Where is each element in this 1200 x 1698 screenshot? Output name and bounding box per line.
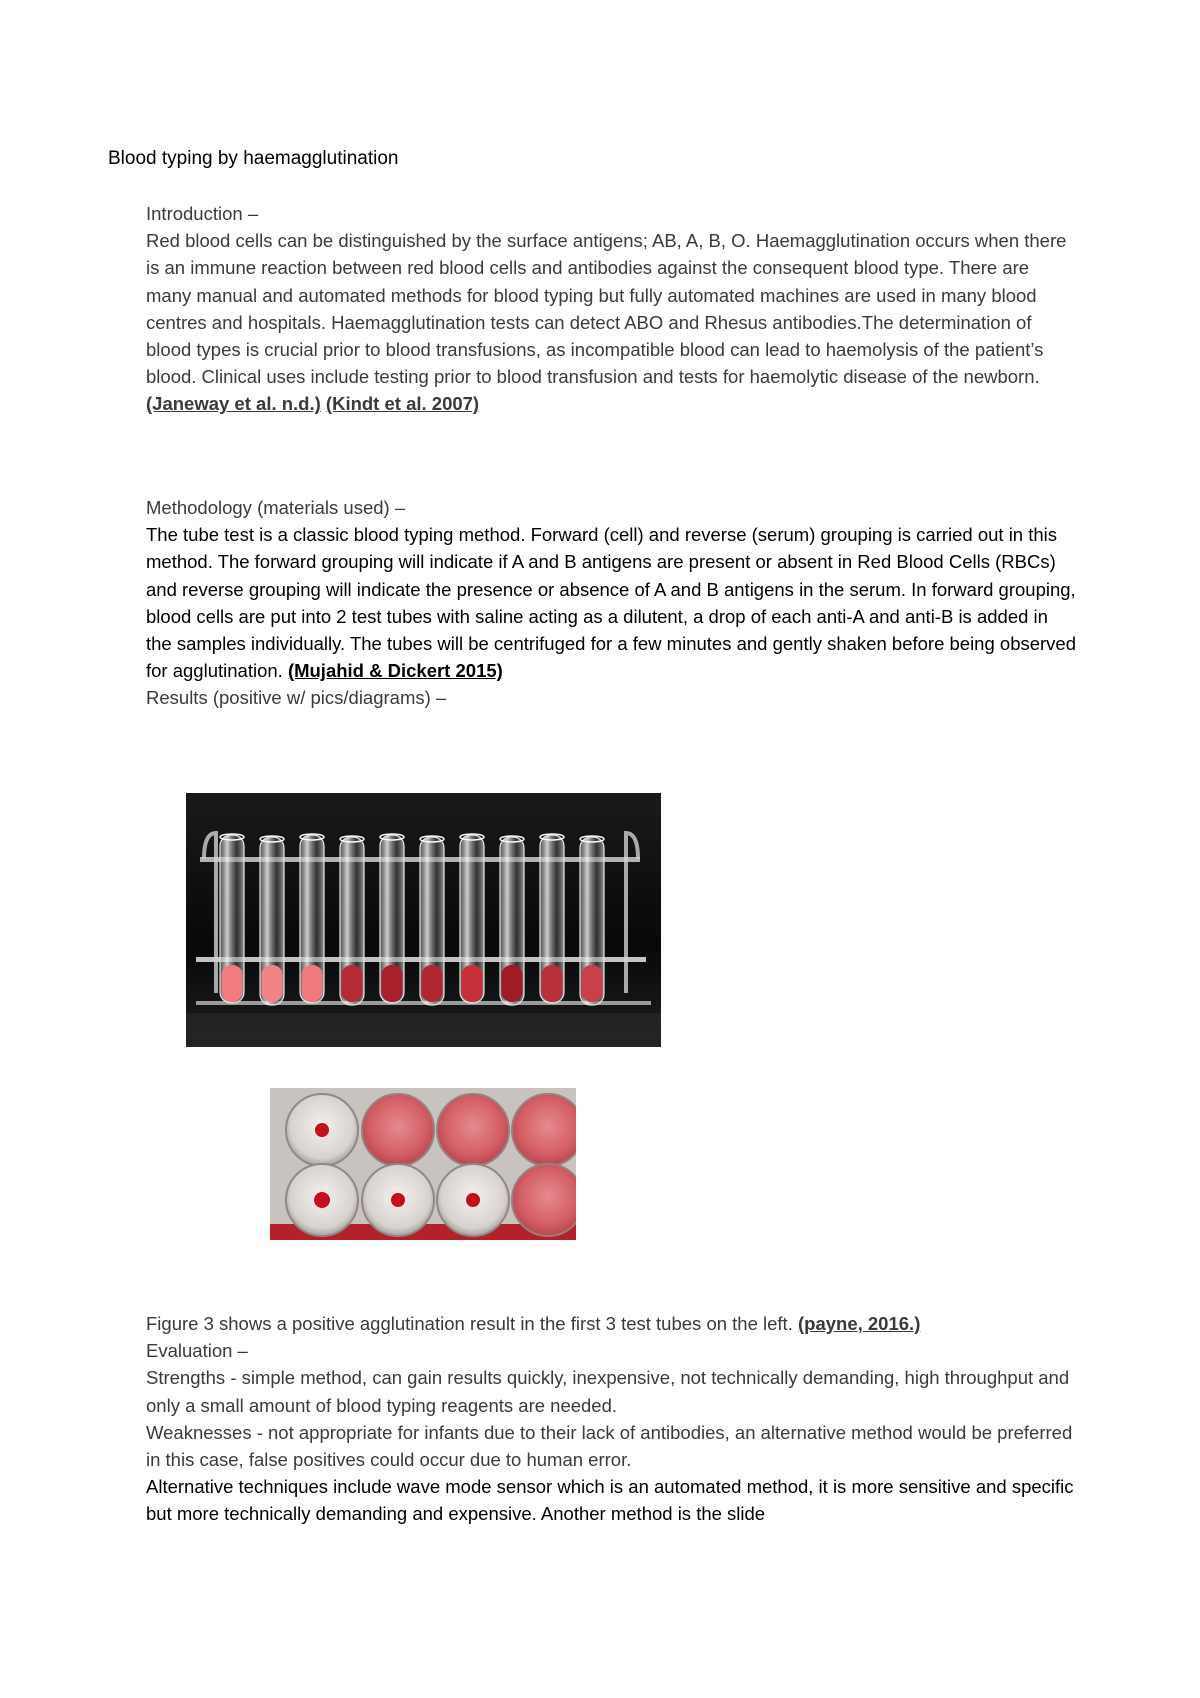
well-plate-photo — [270, 1088, 576, 1240]
introduction-section — [146, 200, 1076, 418]
tube-sample — [262, 965, 283, 1002]
methodology-section — [146, 494, 1076, 712]
tube-sample — [422, 965, 443, 1002]
introduction-body — [146, 227, 1076, 417]
introduction-heading: Introduction – — [146, 203, 259, 224]
tube-sample — [302, 965, 323, 1002]
tube-sample — [462, 965, 483, 1002]
tube-sample — [342, 965, 363, 1002]
weaknesses-text: Weaknesses - not appropriate for infants due to their lack of antibodies, an alternative method would be preferred in this case, false positives could occur due to human error. — [146, 1421, 1073, 1471]
document-title: Blood typing by haemagglutination — [108, 148, 399, 169]
methodology-heading: Methodology (materials used) – — [146, 497, 406, 518]
evaluation-heading: Evaluation – — [146, 1340, 248, 1362]
citation-payne[interactable]: (payne, 2016.) — [797, 1313, 921, 1334]
tube-sample — [502, 965, 523, 1002]
citation-mujahid[interactable]: (Mujahid & Dickert 2015) — [287, 660, 503, 682]
citation-kindt[interactable]: (Kindt et al. 2007) — [325, 393, 480, 415]
test-tubes-photo — [186, 793, 661, 1047]
citation-janeway[interactable]: (Janeway et al. n.d.) — [146, 393, 321, 415]
tube-sample — [382, 965, 403, 1002]
alternatives-text: Alternative techniques include wave mode sensor which is an automated method, it is more sensitive and specific but more technically demanding and expensive. Another method is the slide — [146, 1476, 1074, 1525]
evaluation-section — [146, 1310, 1076, 1528]
methodology-body — [146, 521, 1076, 684]
methodology-text: The tube test is a classic blood typing method. Forward (cell) and reverse (serum) grouping is carried out in this method. The forward grouping will indicate if A and B antigens are present or absent in Red Blood Cells (RBCs) and reverse grouping will indicate the presence or absence of A and B antigens in the serum. In forward grouping, blood cells are put into 2 test tubes with saline acting as a dilutent, a drop of each anti-A and anti-B is added in the samples individually. The tubes will be centrifuged for a few minutes and gently shaken before being observed for agglutination. — [146, 524, 1077, 682]
strengths-text: Strengths - simple method, can gain results quickly, inexpensive, not technically demanding, high throughput and only a small amount of blood typing reagents are needed. — [146, 1367, 1070, 1416]
figure-caption-text: Figure 3 shows a positive agglutination result in the first 3 test tubes on the left. — [146, 1313, 793, 1334]
introduction-text: Red blood cells can be distinguished by the surface antigens; AB, A, B, O. Haemagglutination occurs when there is an immune reaction between red blood cells and antibodies against the consequent blood type. There are many manual and automated methods for blood typing but fully automated machines are used in many blood centres and hospitals. Haemagglutination tests can detect ABO and Rhesus antibodies.The determination of blood types is crucial prior to blood transfusions, as incompatible blood can lead to haemolysis of the patient’s blood. Clinical uses include testing prior to blood transfusion and tests for haemolytic disease of the newborn. — [146, 230, 1067, 388]
results-heading: Results (positive w/ pics/diagrams) – — [146, 687, 447, 709]
tube-sample — [582, 965, 603, 1002]
tube-sample — [542, 965, 563, 1002]
figure-caption — [146, 1310, 1076, 1337]
tube-sample — [222, 965, 243, 1002]
